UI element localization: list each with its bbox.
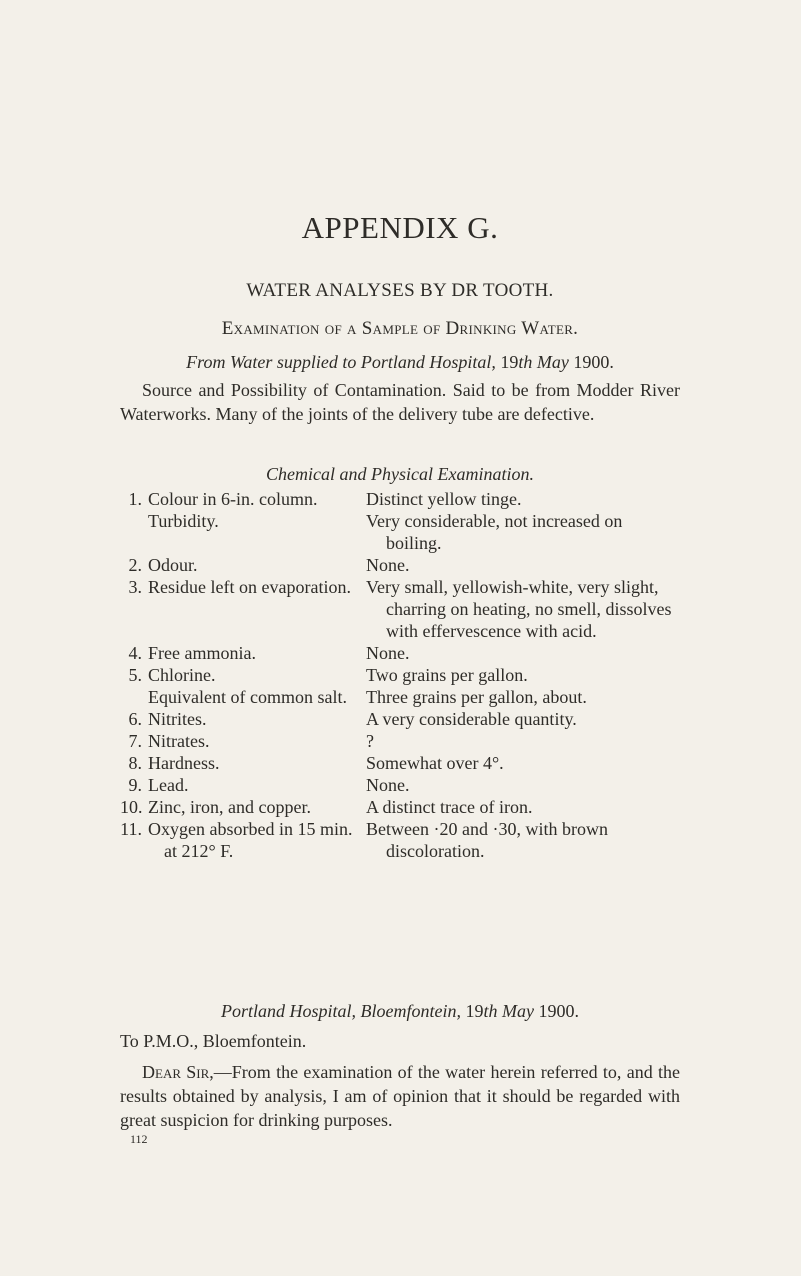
appendix-title: APPENDIX G. (301, 210, 499, 245)
analysis-row (120, 554, 680, 576)
analysis-number: 1. (128, 489, 142, 509)
analysis-row (120, 664, 680, 686)
analysis-item: Nitrites. (148, 709, 207, 729)
analysis-result: Very small, yellowish-white, very slight, charring on heating, no smell, dissolves with effervescence with acid. (366, 577, 672, 641)
analysis-number (120, 510, 148, 554)
examination-heading: Examination of a Sample of Drinking Water. (221, 318, 579, 339)
analysis-row (120, 510, 680, 554)
from-line (120, 352, 680, 373)
page-number: 112 (130, 1132, 148, 1146)
document-subtitle: WATER ANALYSES BY DR TOOTH. (246, 280, 554, 301)
analysis-result: Somewhat over 4°. (366, 753, 504, 773)
analysis-number: 2. (128, 555, 142, 575)
analysis-item: Residue left on evaporation. (148, 577, 351, 597)
analysis-number: 9. (128, 775, 142, 795)
analysis-number: 3. (128, 577, 142, 597)
from-line-prefix: From Water supplied to Portland Hospital, (186, 352, 501, 372)
analysis-row (120, 752, 680, 774)
analysis-item: Chlorine. (148, 665, 216, 685)
analysis-item: Nitrates. (148, 731, 210, 751)
analysis-item: Lead. (148, 775, 189, 795)
from-line-year: 1900. (573, 352, 614, 372)
analysis-row (120, 774, 680, 796)
analysis-number: 6. (128, 709, 142, 729)
document-page (120, 0, 680, 1276)
analysis-item: Hardness. (148, 753, 220, 773)
analysis-item: Equivalent of common salt. (148, 687, 347, 707)
letter-body (120, 1060, 680, 1132)
analysis-result: Two grains per gallon. (366, 665, 528, 685)
analysis-number: 5. (128, 665, 142, 685)
analysis-item: Oxygen absorbed in 15 min. at 212° F. (148, 819, 353, 861)
analysis-result: A very considerable quantity. (366, 709, 577, 729)
signature-place: Portland Hospital, Bloemfontein, (221, 1001, 466, 1021)
signature-line (120, 1001, 680, 1022)
analysis-result: A distinct trace of iron. (366, 797, 533, 817)
analysis-number: 7. (128, 731, 142, 751)
signature-month: May (497, 1001, 539, 1021)
from-line-day-suffix: th (518, 352, 533, 372)
analysis-row (120, 818, 680, 862)
analysis-row (120, 686, 680, 708)
analysis-item: Turbidity. (148, 511, 219, 531)
analysis-row (120, 708, 680, 730)
from-line-day: 19 (500, 352, 519, 372)
analysis-row (120, 730, 680, 752)
analysis-table (120, 488, 680, 862)
analysis-result: Three grains per gallon, about. (366, 687, 587, 707)
analysis-row (120, 576, 680, 642)
analysis-number (120, 686, 148, 708)
letter-text: —From the examination of the water herein referred to, and the results obtained by analysis, I am of opinion that it should be regarded with great suspicion for drinking purposes. (120, 1062, 680, 1130)
from-line-month: May (532, 352, 574, 372)
signature-year: 1900. (538, 1001, 579, 1021)
analysis-item: Free ammonia. (148, 643, 256, 663)
signature-day: 19 (465, 1001, 484, 1021)
analysis-result: None. (366, 775, 410, 795)
analysis-row (120, 642, 680, 664)
analysis-number: 10. (120, 797, 143, 817)
analysis-result: Between ·20 and ·30, with brown discoloration. (366, 819, 608, 861)
chemical-examination-heading: Chemical and Physical Examination. (266, 464, 534, 484)
analysis-result: None. (366, 555, 410, 575)
addressee-line: To P.M.O., Bloemfontein. (120, 1031, 307, 1051)
analysis-item: Zinc, iron, and copper. (148, 797, 311, 817)
analysis-number: 8. (128, 753, 142, 773)
analysis-item: Colour in 6-in. column. (148, 489, 318, 509)
analysis-row (120, 488, 680, 510)
analysis-number: 11. (120, 819, 142, 839)
analysis-row (120, 796, 680, 818)
analysis-result: ? (366, 731, 374, 751)
source-paragraph: Source and Possibility of Contamination. Said to be from Modder River Waterworks. Many of the joints of the delivery tube are defective. (120, 380, 680, 424)
analysis-result: None. (366, 643, 410, 663)
letter-salutation: Dear Sir, (142, 1062, 214, 1082)
analysis-number: 4. (128, 643, 142, 663)
signature-day-suffix: th (483, 1001, 498, 1021)
analysis-result: Very considerable, not increased on boiling. (366, 511, 623, 553)
analysis-item: Odour. (148, 555, 198, 575)
analysis-result: Distinct yellow tinge. (366, 489, 522, 509)
